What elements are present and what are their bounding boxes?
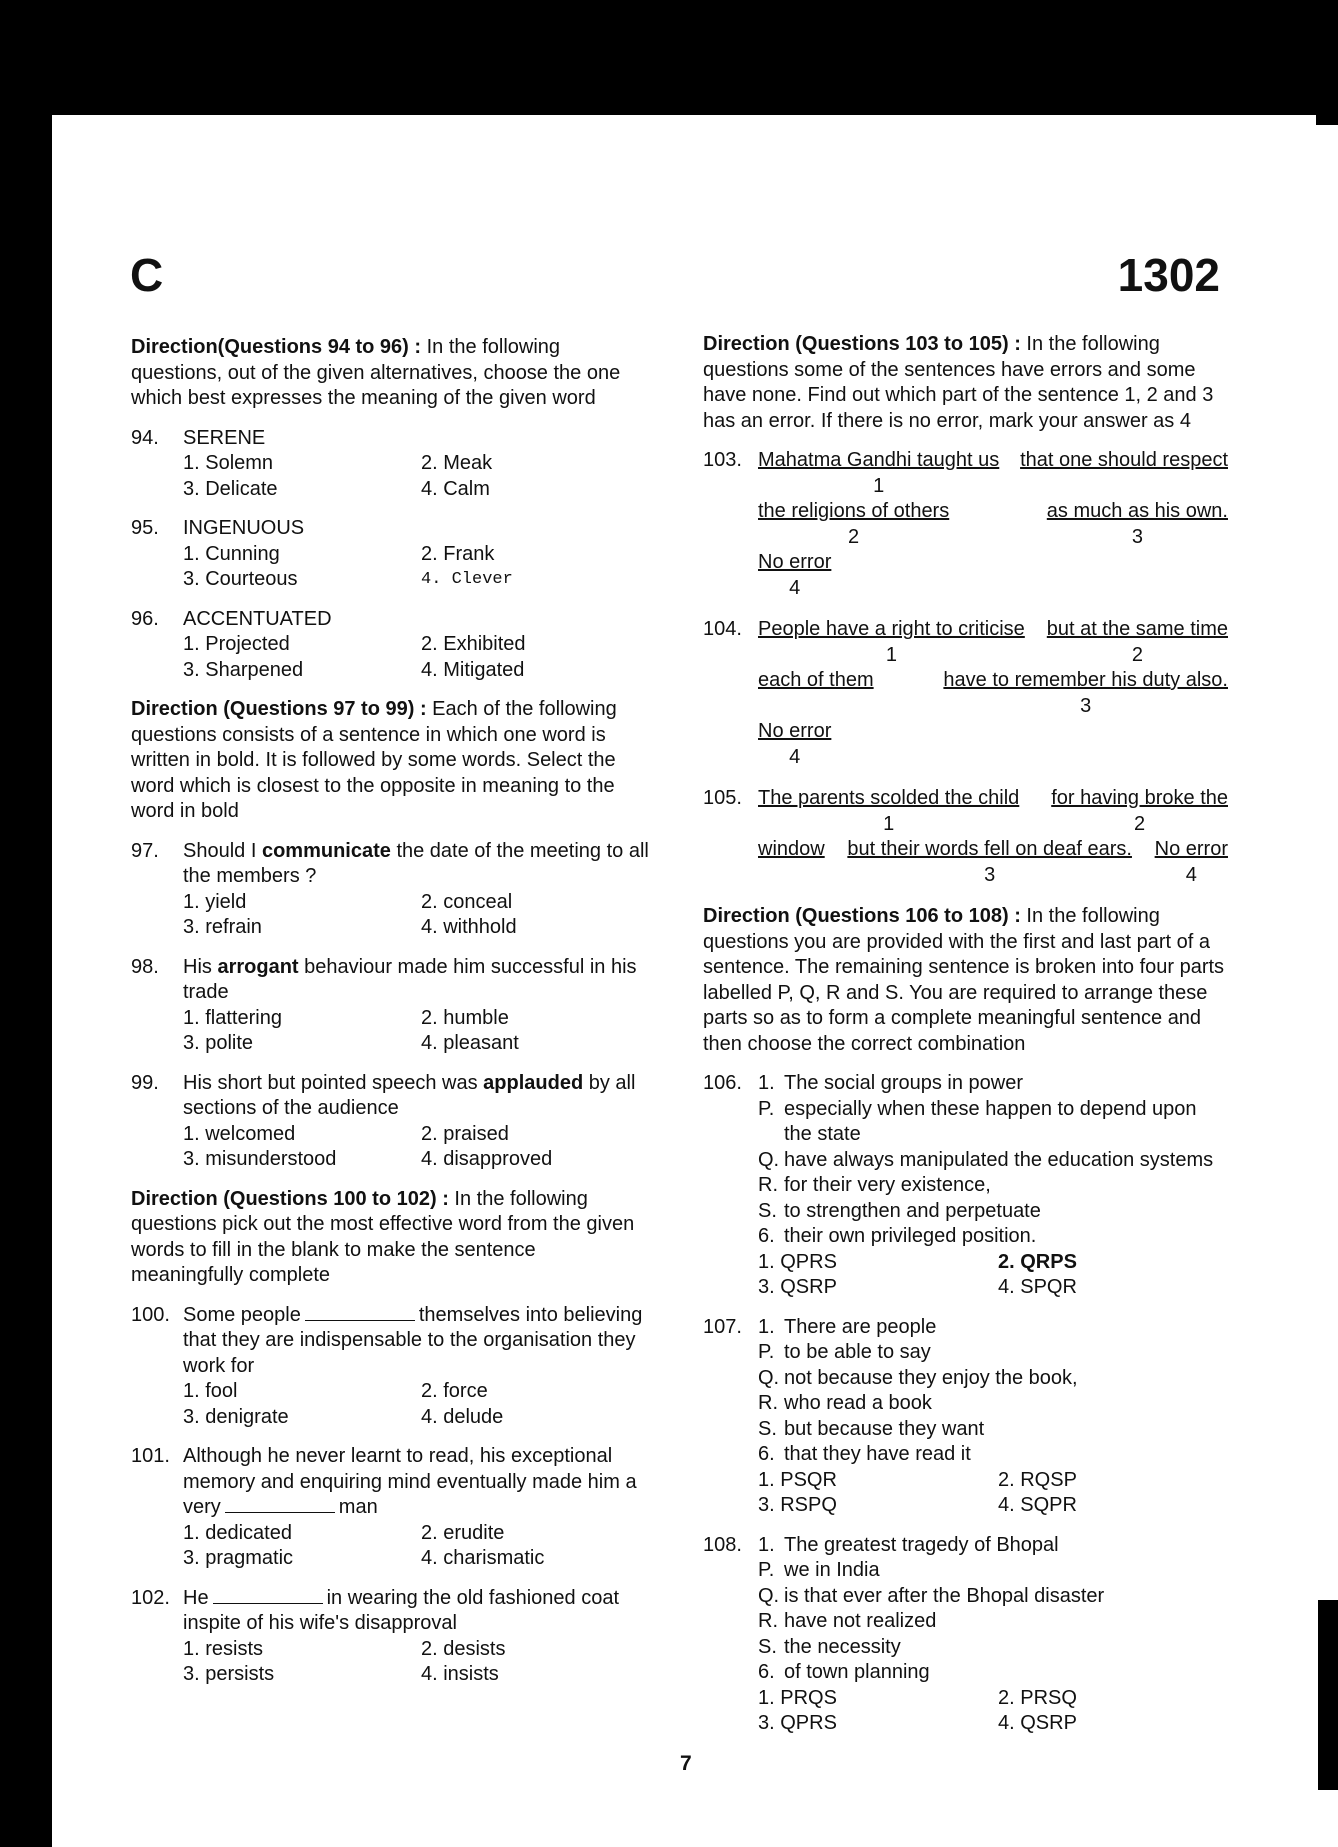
sentence-part-1: People have a right to criticise 1 [758, 618, 1025, 666]
question-text: ACCENTUATED [183, 607, 332, 630]
question-95: 95. INGENUOUS 1. Cunning 2. Frank 3. Courteous 4. Clever [131, 516, 651, 593]
option: 1. PRQS [758, 1686, 837, 1709]
option: 3. persists [183, 1663, 275, 1685]
part-last: 6. their own privileged position. [758, 1225, 1037, 1247]
option: 1. dedicated [183, 1521, 292, 1544]
part-Q: Q. have always manipulated the education systems [758, 1148, 1214, 1171]
part-Q: Q. is that ever after the Bhopal disaster [758, 1584, 1105, 1607]
option: 1. Cunning [183, 542, 280, 565]
option: 1. Projected [183, 633, 290, 655]
sentence-part-3: have to remember his duty also. 3 [943, 669, 1228, 717]
scan-border-top [0, 0, 1338, 115]
option: 4. Mitigated [421, 658, 525, 681]
question-text: Some people themselves into believing that they are indispensable to the organisation they work for [183, 1303, 643, 1377]
sentence-part-1-cont: that one should respect [1020, 449, 1228, 471]
option: 1. yield [183, 890, 247, 913]
sentence-part-4: No error 4 [1154, 838, 1228, 886]
option: 1. flattering [183, 1006, 282, 1029]
option: 4. QSRP [998, 1712, 1077, 1734]
option: 3. misunderstood [183, 1148, 337, 1170]
option: 2. humble [421, 1006, 509, 1029]
direction-94-96: Direction(Questions 94 to 96) : In the following questions, out of the given alternatives, choose the one which best expresses the meaning of the given word [131, 336, 621, 409]
sentence-part-3: as much as his own. 3 [1046, 500, 1228, 548]
option: 1. Solemn [183, 452, 274, 474]
scan-border-right [1316, 0, 1338, 125]
question-text: INGENUOUS [183, 517, 305, 539]
part-S: S. but because they want [758, 1417, 985, 1440]
option: 2. RQSP [998, 1468, 1077, 1491]
option: 4. disapproved [421, 1148, 553, 1170]
paper-code: 1302 [1117, 249, 1220, 301]
part-first: 1. The social groups in power [758, 1072, 1024, 1094]
question-text: He in wearing the old fashioned coat inspite of his wife's disapproval [183, 1586, 619, 1634]
option: 3. Courteous [183, 568, 298, 590]
question-101: 101. Although he never learnt to read, his exceptional memory and enquiring mind eventually made him a very man 1. dedicated 2. erudite 3. pragmatic 4. charismatic [131, 1444, 651, 1572]
option: 2. PRSQ [998, 1686, 1077, 1709]
option: 2. conceal [421, 890, 513, 913]
question-98: 98. His arrogant behaviour made him successful in his trade 1. flattering 2. humble 3. polite 4. pleasant [131, 955, 651, 1057]
answer-blank [225, 1511, 335, 1513]
sentence-part-2-cont: each of them [758, 669, 874, 691]
page-number: 7 [680, 1752, 692, 1775]
question-103: 103. Mahatma Gandhi taught us 1 that one should respect the religions of others 2 as much as his own. 3 No error 4 [703, 448, 1228, 601]
sentence-part-2: but at the same time 2 [1046, 618, 1228, 666]
direction-103-105: Direction (Questions 103 to 105) : In the following questions some of the sentences have errors and some have none. Find out which part of the sentence 1, 2 and 3 has an error. If there is no error, mark your answer as 4 [703, 333, 1214, 432]
option: 1. fool [183, 1380, 238, 1402]
sentence-part-1: The parents scolded the child 1 [758, 787, 1020, 835]
option: 2. force [421, 1380, 488, 1402]
option: 2. Exhibited [421, 633, 526, 655]
part-R: R. for their very existence, [758, 1174, 991, 1196]
option: 4. delude [421, 1405, 504, 1428]
option: 4. SQPR [998, 1494, 1077, 1516]
option: 4. SPQR [998, 1276, 1077, 1298]
option: 4. withhold [421, 916, 517, 938]
scan-border-left [0, 0, 52, 1847]
option: 3. denigrate [183, 1405, 289, 1428]
sentence-part-1: Mahatma Gandhi taught us 1 [758, 449, 1000, 497]
question-text: SERENE [183, 426, 266, 449]
part-first: 1. There are people [758, 1315, 937, 1338]
option: 3. refrain [183, 916, 262, 938]
option: 2. Meak [421, 452, 493, 474]
question-100: 100. Some people themselves into believing that they are indispensable to the organisation they work for 1. fool 2. force 3. denigrate 4. delude [131, 1303, 651, 1431]
option: 2. QRPS [998, 1250, 1077, 1273]
option: 1. QPRS [758, 1250, 837, 1273]
option: 3. RSPQ [758, 1494, 837, 1516]
part-R: R. have not realized [758, 1610, 937, 1632]
option: 3. QSRP [758, 1276, 837, 1298]
option: 3. polite [183, 1032, 254, 1054]
option: 4. Calm [421, 477, 490, 500]
question-105: 105. The parents scolded the child 1 for having broke the 2 window but their words fell on deaf ears. 3 No error 4 [703, 786, 1228, 888]
question-107: 107. 1. There are people P. to be able to say Q. not because they enjoy the book, R. who read a book S. but because they want 6. that they have read it 1. PSQR 2. RQSP 3. RSPQ 4. SQPR [703, 1315, 1228, 1519]
option: 1. resists [183, 1637, 264, 1660]
option: 2. Frank [421, 542, 495, 565]
sentence-part-2: the religions of others 2 [758, 500, 950, 548]
option: 4. pleasant [421, 1032, 519, 1054]
right-column [703, 332, 1228, 1751]
option: 1. PSQR [758, 1468, 837, 1491]
part-P: P. we in India [758, 1559, 880, 1581]
part-last: 6. that they have read it [758, 1443, 971, 1465]
part-last: 6. of town planning [758, 1661, 930, 1683]
question-102: 102. He in wearing the old fashioned coat inspite of his wife's disapproval 1. resists 2. desists 3. persists 4. insists [131, 1586, 651, 1688]
option: 3. Sharpened [183, 658, 304, 681]
answer-blank [213, 1602, 323, 1604]
question-99: 99. His short but pointed speech was applauded by all sections of the audience 1. welcomed 2. praised 3. misunderstood 4. disapproved [131, 1071, 651, 1173]
option: 2. praised [421, 1122, 509, 1145]
option: 4. insists [421, 1663, 499, 1685]
option: 1. welcomed [183, 1122, 296, 1145]
option: 4. Clever [421, 570, 513, 589]
part-Q: Q. not because they enjoy the book, [758, 1366, 1078, 1389]
question-text: His short but pointed speech was applauded by all sections of the audience [183, 1071, 636, 1119]
sentence-part-4: No error 4 [758, 720, 832, 768]
scan-border-right-lower [1318, 1600, 1338, 1790]
set-code: C [130, 249, 164, 301]
question-text: Although he never learnt to read, his exceptional memory and enquiring mind eventually made him a very man [183, 1445, 637, 1518]
direction-100-102: Direction (Questions 100 to 102) : In the following questions pick out the most effective word from the given words to fill in the blank to make the sentence meaningfully complete [131, 1187, 635, 1286]
part-P: P. especially when these happen to depend upon the state [758, 1097, 1197, 1145]
question-text: His arrogant behaviour made him successful in his trade [183, 955, 637, 1003]
sentence-part-3: but their words fell on deaf ears. 3 [847, 838, 1132, 886]
question-106: 106. 1. The social groups in power P. especially when these happen to depend upon the state Q. have always manipulated the education systems R. for their very existence, S. to strengthen and perpetuate 6. their own privileged position. 1. QPRS 2. QRPS 3. QSRP 4. SPQR [703, 1071, 1228, 1301]
left-column [131, 335, 651, 1702]
direction-106-108: Direction (Questions 106 to 108) : In the following questions you are provided with the first and last part of a sentence. The remaining sentence is broken into four parts labelled P, Q, R and S. You are required to arrange these parts so as to form a complete meaningful sentence and then choose the correct combination [703, 905, 1225, 1055]
question-97: 97. Should I communicate the date of the meeting to all the members ? 1. yield 2. conceal 3. refrain 4. withhold [131, 839, 651, 941]
part-S: S. the necessity [758, 1635, 901, 1658]
answer-blank [305, 1319, 415, 1321]
question-96: 96. ACCENTUATED 1. Projected 2. Exhibited 3. Sharpened 4. Mitigated [131, 607, 651, 684]
question-94: 94. SERENE 1. Solemn 2. Meak 3. Delicate 4. Calm [131, 426, 651, 503]
option: 3. QPRS [758, 1712, 837, 1734]
part-first: 1. The greatest tragedy of Bhopal [758, 1533, 1059, 1556]
sentence-part-2-cont: window [758, 838, 825, 860]
part-P: P. to be able to say [758, 1341, 931, 1363]
direction-97-99: Direction (Questions 97 to 99) : Each of the following questions consists of a sentence in which one word is written in bold. It is followed by some words. Select the word which is closest to the opposite in meaning to the word in bold [131, 698, 617, 822]
sentence-part-4: No error 4 [758, 551, 832, 599]
option: 3. Delicate [183, 477, 278, 500]
option: 2. erudite [421, 1521, 505, 1544]
question-104: 104. People have a right to criticise 1 but at the same time 2 each of them have to remember his duty also. 3 No error 4 [703, 617, 1228, 770]
question-text: Should I communicate the date of the meeting to all the members ? [183, 839, 649, 887]
option: 4. charismatic [421, 1547, 545, 1569]
option: 3. pragmatic [183, 1547, 294, 1569]
part-S: S. to strengthen and perpetuate [758, 1199, 1041, 1222]
part-R: R. who read a book [758, 1392, 932, 1414]
sentence-part-2: for having broke the 2 [1051, 787, 1228, 835]
option: 2. desists [421, 1637, 506, 1660]
question-108: 108. 1. The greatest tragedy of Bhopal P. we in India Q. is that ever after the Bhopal disaster R. have not realized S. the necessity 6. of town planning 1. PRQS 2. PRSQ 3. QPRS 4. QSRP [703, 1533, 1228, 1737]
